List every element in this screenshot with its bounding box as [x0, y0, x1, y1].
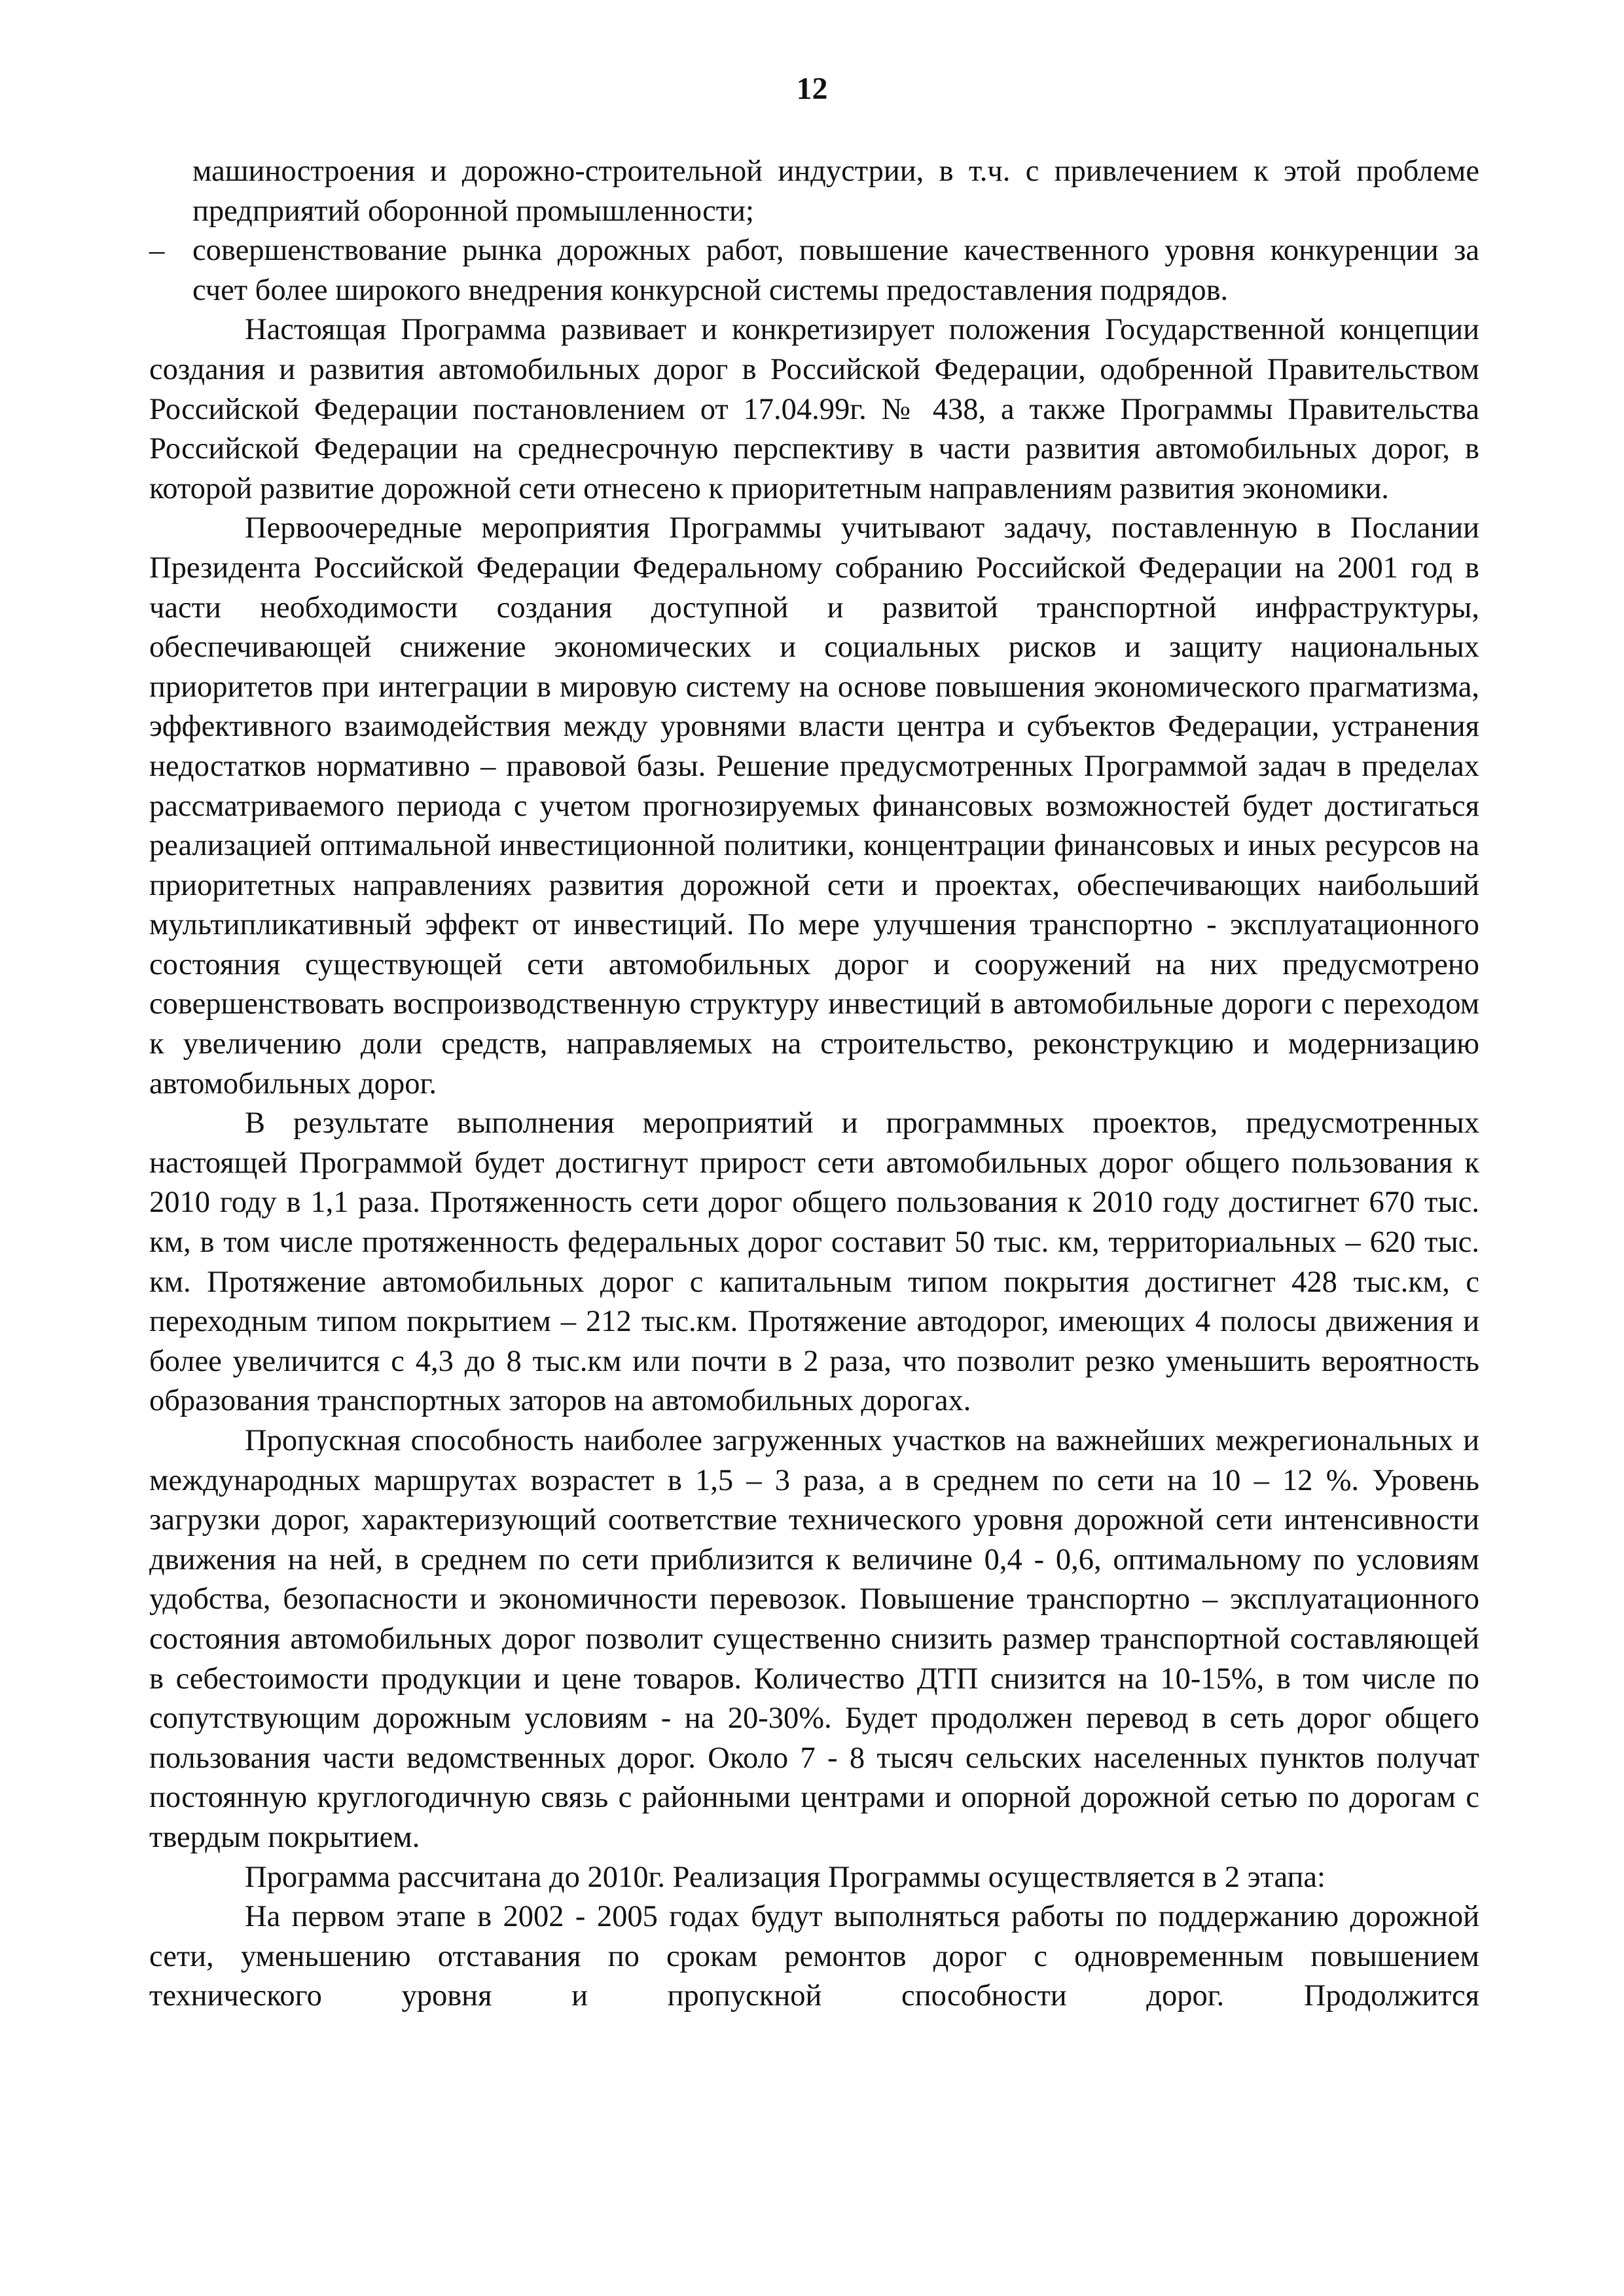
paragraph-capacity: Пропускная способность наиболее загруженных участков на важнейших межрегиональных и международных маршрутах возрастет в 1,5 – 3 раза, а в среднем по сети на 10 – 12 %. Уровень загрузки дорог, характеризующий соответствие технического уровня дорожной сети интенсивности движения на ней, в среднем по сети приблизится к величине 0,4 - 0,6, оптимальному по условиям удобства, безопасности и экономичности перевозок. Повышение транспортно – эксплуатационного состояния автомобильных дорог позволит существенно снизить размер транспортной составляющей в себестоимости продукции и цене товаров. Количество ДТП снизится на 10-15%, в том числе по сопутствующим дорожным условиям - на 20-30%. Будет продолжен перевод в сеть дорог общего пользования части ведомственных дорог. Около 7 - 8 тысяч сельских населенных пунктов получат постоянную круглогодичную связь с районными центрами и опорной дорожной сетью по дорогам с твердым покрытием. [149, 1424, 1479, 1854]
paragraph-results: В результате выполнения мероприятий и программных проектов, предусмотренных настоящей Программой будет достигнут прирост сети автомобильных дорог общего пользования к 2010 году в 1,1 раза. Протяженность сети дорог общего пользования к 2010 году достигнет 670 тыс. км, в том числе протяженность федеральных дорог составит 50 тыс. км, территориальных – 620 тыс. км. Протяжение автомобильных дорог с капитальным типом покрытия достигнет 428 тыс.км, с переходным типом покрытием – 212 тыс.км. Протяжение автодорог, имеющих 4 полосы движения и более увеличится с 4,3 до 8 тыс.км или почти в 2 раза, что позволит резко уменьшить вероятность образования транспортных заторов на автомобильных дорогах. [149, 1106, 1479, 1418]
page-number: 12 [796, 71, 828, 106]
continuation-paragraph: машиностроения и дорожно-строительной индустрии, в т.ч. с привлечением к этой проблеме предприятий оборонной промышленности; [192, 155, 1479, 228]
bullet-item [149, 231, 1479, 310]
document-body [149, 152, 1479, 2016]
paragraph-priority-measures: Первоочередные мероприятия Программы учитывают задачу, поставленную в Послании Президента Российской Федерации Федеральному собранию Российской Федерации на 2001 год в части необходимости создания доступной и развитой транспортной инфраструктуры, обеспечивающей снижение экономических и социальных рисков и защиту национальных приоритетов при интеграции в мировую систему на основе повышения экономического прагматизма, эффективного взаимодействия между уровнями власти центра и субъектов Федерации, устранения недостатков нормативно – правовой базы. Решение предусмотренных Программой задач в пределах рассматриваемого периода с учетом прогнозируемых финансовых возможностей будет достигаться реализацией оптимальной инвестиционной политики, концентрации финансовых и иных ресурсов на приоритетных направлениях развития дорожной сети и проектах, обеспечивающих наибольший мультипликативный эффект от инвестиций. По мере улучшения транспортно - эксплуатационного состояния существующей сети автомобильных дорог и сооружений на них предусмотрено совершенствовать воспроизводственную структуру инвестиций в автомобильные дороги с переходом к увеличению доли средств, направляемых на строительство, реконструкцию и модернизацию автомобильных дорог. [149, 511, 1479, 1101]
bullet-dash: – [149, 234, 165, 268]
paragraph-first-stage: На первом этапе в 2002 - 2005 годах будут выполняться работы по поддержанию дорожной сети, уменьшению отставания по срокам ремонтов дорог с одновременным повышением технического уровня и пропускной способности дорог. Продолжится [149, 1900, 1479, 2013]
paragraph-concept: Настоящая Программа развивает и конкретизирует положения Государственной концепции создания и развития автомобильных дорог в Российской Федерации, одобренной Правительством Российской Федерации постановлением от 17.04.99г. № 438, а также Программы Правительства Российской Федерации на среднесрочную перспективу в части развития автомобильных дорог, в которой развитие дорожной сети отнесено к приоритетным направлениям развития экономики. [149, 313, 1479, 505]
paragraph-stages: Программа рассчитана до 2010г. Реализация Программы осуществляется в 2 этапа: [245, 1860, 1326, 1894]
bullet-item-text: совершенствование рынка дорожных работ, повышение качественного уровня конкуренции за счет более широкого внедрения конкурсной системы предоставления подрядов. [192, 234, 1479, 307]
